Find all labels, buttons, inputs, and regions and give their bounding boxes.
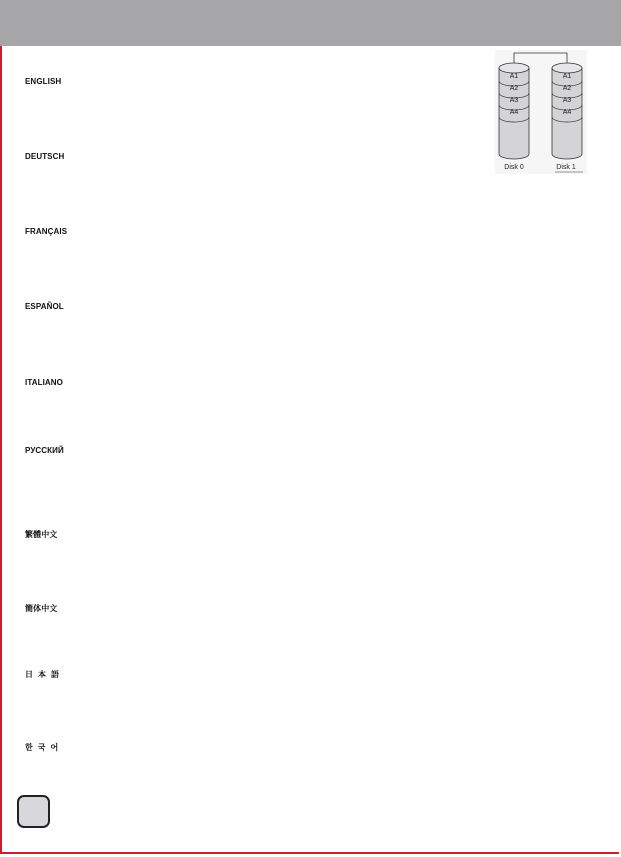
disk-0-block-label: A3	[509, 97, 519, 104]
disk-1-block-label: A2	[562, 85, 572, 92]
language-label-francais: FRANÇAIS	[25, 227, 68, 236]
disk-1-label: Disk 1	[556, 164, 576, 171]
language-label-traditional-chinese: 繁體中文	[25, 530, 58, 539]
language-label-italiano: ITALIANO	[25, 378, 63, 387]
disk-0	[499, 63, 529, 159]
language-label-deutsch: DEUTSCH	[25, 152, 65, 161]
page-tab-marker	[17, 795, 50, 828]
language-label-russian: РУССКИЙ	[25, 446, 64, 455]
language-label-espanol: ESPAÑOL	[25, 302, 64, 311]
disk-0-block-label: A2	[509, 85, 519, 92]
header-bar	[0, 0, 621, 46]
disk-1-block-label: A1	[562, 73, 572, 80]
language-label-japanese: 日本語	[25, 670, 64, 679]
raid-mirror-diagram	[495, 50, 587, 174]
disk-0-block-label: A4	[509, 109, 519, 116]
language-label-simplified-chinese: 簡体中文	[25, 604, 58, 613]
disk-1-block-label: A4	[562, 109, 572, 116]
disk-1-block-label: A3	[562, 97, 572, 104]
disk-0-block-label: A1	[509, 73, 519, 80]
disk-1	[552, 63, 582, 159]
language-label-english: ENGLISH	[25, 77, 62, 86]
language-label-korean: 한국어	[25, 743, 64, 752]
disk-0-label: Disk 0	[504, 164, 524, 171]
